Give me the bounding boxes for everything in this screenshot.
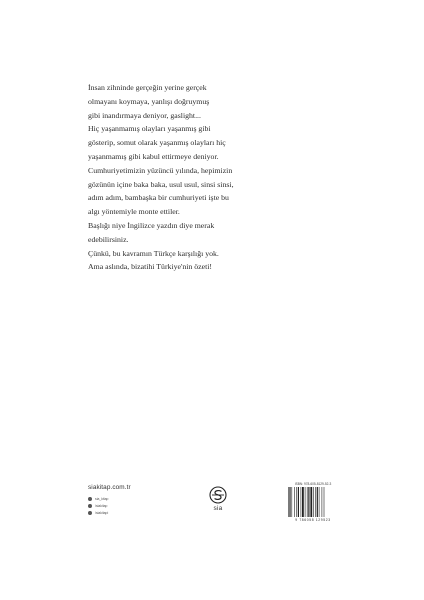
blurb-line: gösterip, somut olarak yaşanmış olayları hiç [88,138,226,148]
blurb-line: yaşanmamış gibi kabul ettirmeye deniyor. [88,151,219,161]
isbn-label: ISBN: 978-605-8129-52-3 [294,482,332,486]
blurb-line: Ama aslında, bizatihi Türkiye'nin özeti! [88,262,213,272]
social-instagram[interactable] [88,495,131,502]
instagram-icon [88,497,92,501]
facebook-icon [88,504,92,508]
publisher-name: sia [213,505,223,512]
blurb-line: gözünün içine baka baka, usul usul, sinsi sinsi, [88,179,234,189]
blurb-line: gibi inandırmaya deniyor, gaslight... [88,110,201,120]
website-link[interactable]: siakitap.com.tr [88,484,131,491]
isbn-block [287,482,339,522]
publisher-logo [206,486,230,512]
blurb-line: edebilirsiniz. [88,234,129,244]
blurb-line: Cumhuriyetimizin yüzüncü yılında, hepimizin [88,165,233,175]
social-handle: /siakitap [95,503,108,508]
blurb-line: İnsan zihninde gerçeğin yerine gerçek [88,83,207,92]
blurb-line: olmayanı koymaya, yanlışı doğruymuş [88,96,210,106]
barcode-icon [287,487,339,517]
twitter-icon [88,511,92,515]
blurb-text [88,81,358,274]
blurb-line: Hiç yaşanmamış olayları yaşanmış gibi [88,124,211,134]
sia-logo-icon [209,486,227,504]
social-handle: sia_kitap [95,496,109,501]
isbn-digits: 9 786058 129523 [295,518,331,522]
social-handle: /siakitapi [95,510,109,515]
publisher-contact [88,484,131,516]
blurb-line: Çünkü, bu kavramın Türkçe karşılığı yok. [88,248,219,258]
barcode [287,487,339,517]
blurb-line: adım adım, bambaşka bir cumhuriyeti işte bu [88,193,229,203]
social-facebook[interactable] [88,502,131,509]
social-twitter[interactable] [88,509,131,516]
blurb-line: Başlığı niye İngilizce yazdın diye merak [88,220,215,230]
blurb-line: algı yöntemiyle monte ettiler. [88,207,180,217]
